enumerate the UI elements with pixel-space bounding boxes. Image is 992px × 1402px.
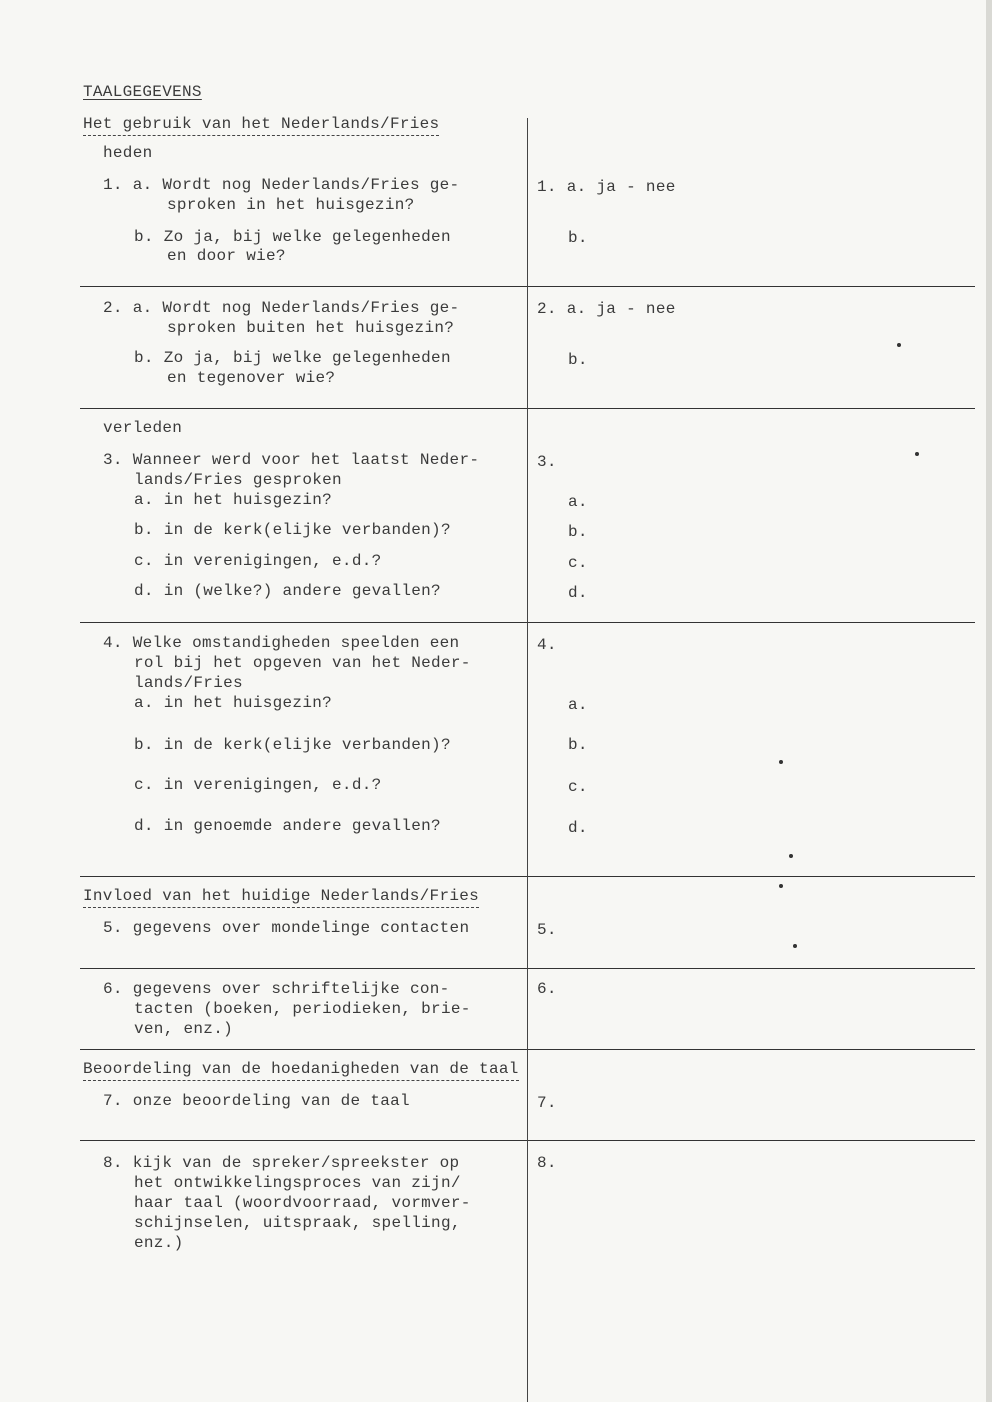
speck: [789, 854, 793, 858]
q8-line2: het ontwikkelingsproces van zijn/: [134, 1174, 461, 1192]
q8-answer: 8.: [537, 1154, 557, 1172]
section-heading-usage: Het gebruik van het Nederlands/Fries: [83, 114, 439, 136]
speck: [779, 760, 783, 764]
speck: [779, 884, 783, 888]
q6-line3: ven, enz.): [134, 1020, 234, 1038]
q4c: c. in verenigingen, e.d.?: [134, 776, 382, 794]
q4a: a. in het huisgezin?: [134, 694, 333, 712]
q5-answer: 5.: [537, 921, 557, 939]
q8-line5: enz.): [134, 1234, 184, 1252]
q4b: b. in de kerk(elijke verbanden)?: [134, 736, 451, 754]
speck: [897, 343, 901, 347]
q2a-line1: 2. a. Wordt nog Nederlands/Fries ge-: [103, 299, 460, 317]
q4-line3: lands/Fries: [134, 674, 243, 692]
q3d-answer: d.: [568, 584, 588, 602]
q1b-line2: en door wie?: [167, 247, 286, 265]
q3-line2: lands/Fries gesproken: [134, 471, 342, 489]
q6-answer: 6.: [537, 980, 557, 998]
q4d: d. in genoemde andere gevallen?: [134, 817, 441, 835]
q3-line1: 3. Wanneer werd voor het laatst Neder-: [103, 451, 480, 469]
q2b-line1: b. Zo ja, bij welke gelegenheden: [134, 349, 451, 367]
page-title: TAALGEGEVENS: [83, 83, 202, 101]
q3d: d. in (welke?) andere gevallen?: [134, 582, 441, 600]
q1a-line1: 1. a. Wordt nog Nederlands/Fries ge-: [103, 176, 460, 194]
q8-line4: schijnselen, uitspraak, spelling,: [134, 1214, 461, 1232]
q1a-answer: 1. a. ja - nee: [537, 178, 676, 196]
q5-line1: 5. gegevens over mondelinge contacten: [103, 919, 470, 937]
q1b-line1: b. Zo ja, bij welke gelegenheden: [134, 228, 451, 246]
q3-answer: 3.: [537, 453, 557, 471]
q2b-answer: b.: [568, 351, 588, 369]
q4b-answer: b.: [568, 736, 588, 754]
q8-line3: haar taal (woordvoorraad, vormver-: [134, 1194, 471, 1212]
q2a-answer: 2. a. ja - nee: [537, 300, 676, 318]
q4-line1: 4. Welke omstandigheden speelden een: [103, 634, 460, 652]
q3c-answer: c.: [568, 554, 588, 572]
q3a: a. in het huisgezin?: [134, 491, 333, 509]
column-divider: [527, 118, 528, 1402]
q3c: c. in verenigingen, e.d.?: [134, 552, 382, 570]
q3b: b. in de kerk(elijke verbanden)?: [134, 521, 451, 539]
speck: [793, 944, 797, 948]
q4-line2: rol bij het opgeven van het Neder-: [134, 654, 471, 672]
subheading-verleden: verleden: [103, 419, 183, 437]
q4a-answer: a.: [568, 696, 588, 714]
q3b-answer: b.: [568, 523, 588, 541]
q8-line1: 8. kijk van de spreker/spreekster op: [103, 1154, 460, 1172]
q7-line1: 7. onze beoordeling van de taal: [103, 1092, 410, 1110]
section-heading-assessment: Beoordeling van de hoedanigheden van de taal: [83, 1059, 519, 1081]
q2b-line2: en tegenover wie?: [167, 369, 336, 387]
q4-answer: 4.: [537, 636, 557, 654]
q4d-answer: d.: [568, 819, 588, 837]
q7-answer: 7.: [537, 1094, 557, 1112]
speck: [915, 452, 919, 456]
q6-line1: 6. gegevens over schriftelijke con-: [103, 980, 450, 998]
q3a-answer: a.: [568, 493, 588, 511]
q6-line2: tacten (boeken, periodieken, brie-: [134, 1000, 471, 1018]
section-heading-influence: Invloed van het huidige Nederlands/Fries: [83, 886, 479, 908]
q4c-answer: c.: [568, 778, 588, 796]
q1a-line2: sproken in het huisgezin?: [167, 196, 415, 214]
q2a-line2: sproken buiten het huisgezin?: [167, 319, 455, 337]
subheading-heden: heden: [103, 144, 153, 162]
page-edge: [986, 0, 992, 1402]
q1b-answer: b.: [568, 229, 588, 247]
